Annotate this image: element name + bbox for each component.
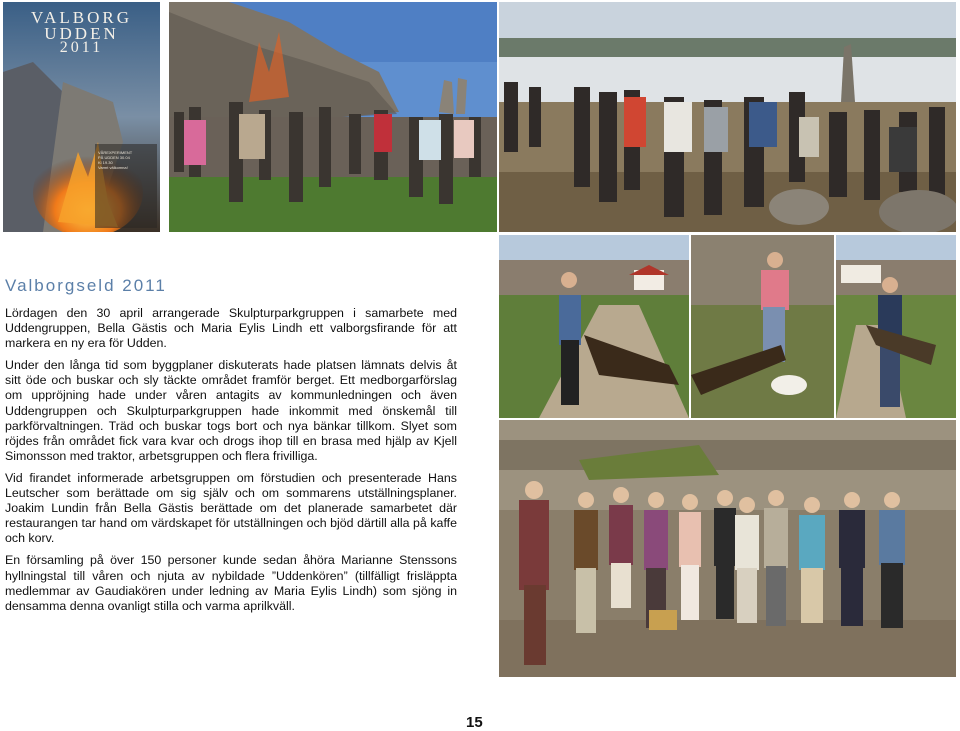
coastal-crowd-photo (499, 2, 956, 232)
poster-title-line2: UDDEN (44, 24, 119, 43)
poster-note: Varmt välkomna! (98, 165, 128, 170)
article (5, 276, 457, 621)
article-paragraph: Lördagen den 30 april arrangerade Skulpturparkgruppen i samarbete med Uddengruppen, Bella Gästis och Maria Eylis Lindh ett valborgsfirande för att markera en ny era för Udden. (5, 306, 457, 351)
article-heading: Valborgseld 2011 (5, 276, 167, 295)
poster-title-line3: 2011 (59, 39, 104, 56)
poster-note: VÅREXPERIMENT (98, 150, 133, 155)
article-paragraph: Under den långa tid som byggplaner diskuterats hade platsen lämnats delvis åt sitt öde och buskar och sly täckte området framför berget. Ett medborgarförslag om uppröjning hade under våren antagits av kommunledningen och även Uddengruppen och Skulpturparkgruppen hade inkommit med önskemål till parkförvaltningen. Träd och buskar togs bort och nya bänkar tillkom. Slyet som röjdes från området fick vara kvar och drogs ihop till en brasa med hjälp av Kjell Simonsson med traktor, arbetsgruppen och flera frivilliga. (5, 358, 457, 463)
page-number: 15 (466, 714, 483, 731)
clearing-photo-woman-with-dog (691, 235, 834, 418)
clearing-photo-man-with-brush (836, 235, 956, 418)
poster-note: Kl 19.30 (98, 160, 113, 165)
poster-note: PÅ UDDEN 30.04 (98, 155, 130, 160)
choir-photo (499, 420, 956, 677)
poster-title-line1: VALBORG (31, 8, 132, 27)
article-paragraph: En församling på över 150 personer kunde sedan åhöra Marianne Stenssons hyllningstal till våren och njuta av nybildade ”Uddenkören” (tillfälligt frisläppta medlemmar av Gaudiakören under ledning av Maria Eylis Lindh) som sjöng in densamma denna ovanligt stilla och varma aprilkväll. (5, 553, 457, 613)
clearing-photo-man-with-branches (499, 235, 689, 418)
poster-notes (98, 150, 158, 170)
poster-image (3, 2, 160, 232)
article-paragraph: Vid firandet informerade arbetsgruppen om förstudien och presenterade Hans Leutscher som berättade om sig själv och om sommarens utställningsplaner. Joakim Lundin från Bella Gästis berättade om det planerade samarbetet där restaurangen tar hand om värdskapet för utställningen och bjöd därtill alla på kaffe och korv. (5, 470, 457, 546)
bonfire-crowd-photo (169, 2, 497, 232)
